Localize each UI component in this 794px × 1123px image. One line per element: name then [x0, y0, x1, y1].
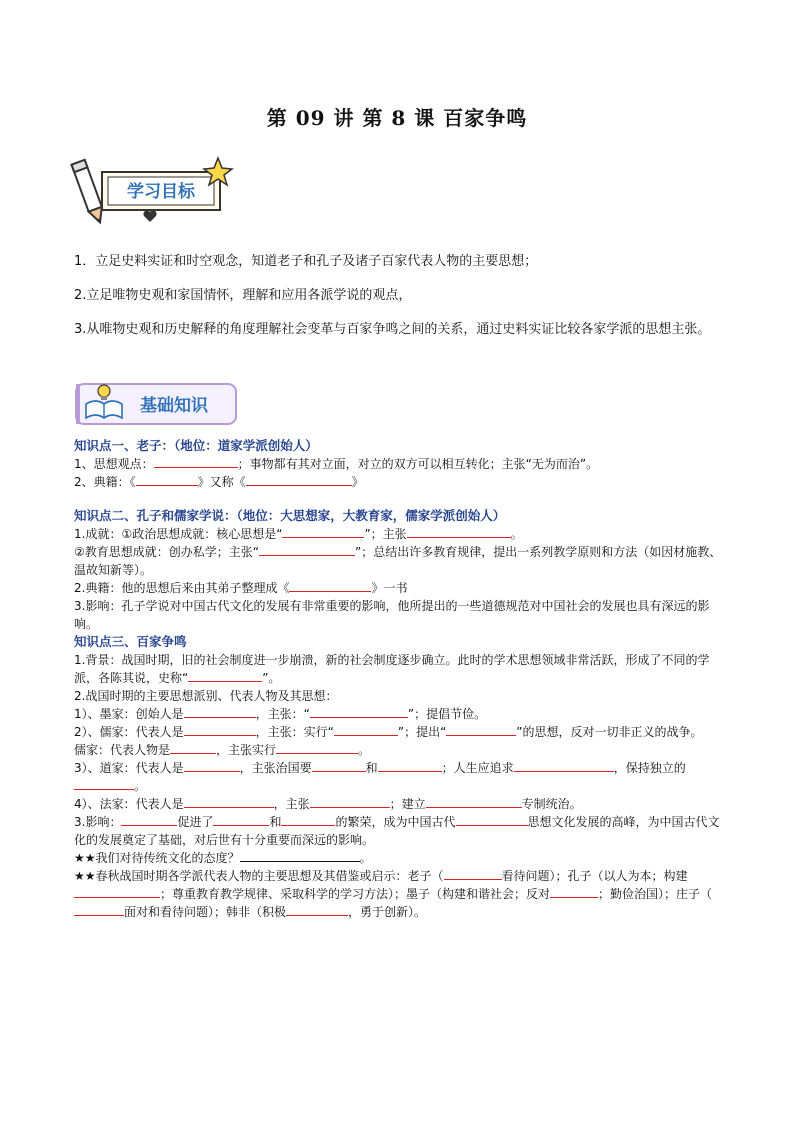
answer-blank[interactable] [444, 867, 502, 880]
answer-blank[interactable] [188, 669, 262, 682]
objective-item: 3.从唯物史观和历史解释的角度理解社会变革与百家争鸣之间的关系，通过史料实证比较各家学派的思想主张。 [74, 322, 711, 337]
answer-blank[interactable] [74, 777, 134, 790]
answer-blank[interactable] [276, 741, 358, 754]
answer-blank[interactable] [184, 795, 274, 808]
inspiration-line: ★★春秋战国时期各学派代表人物的主要思想及其借鉴或启示：老子（ 看待问题）；孔子（以人为本；构建；尊重教育教学规律、采取科学的学习方法）；墨子（构建和谐社会；反对 ；勤俭治国）；庄子（面对和看待问题）；韩非（积极 ，勇于创新）。 [74, 869, 713, 919]
answer-blank[interactable] [310, 705, 408, 718]
answer-blank[interactable] [170, 741, 216, 754]
answer-blank[interactable] [310, 795, 390, 808]
answer-blank[interactable] [550, 885, 598, 898]
answer-blank[interactable] [74, 903, 124, 916]
answer-blank[interactable] [154, 455, 238, 468]
kp3-heading: 知识点三、百家争鸣 [74, 634, 187, 649]
answer-blank[interactable] [136, 473, 198, 486]
answer-blank[interactable] [246, 473, 352, 486]
kp2-heading: 知识点二、孔子和儒家学说：（地位：大思想家，大教育家，儒家学派创始人） [74, 508, 506, 523]
answer-blank[interactable] [74, 885, 160, 898]
answer-blank[interactable] [213, 813, 269, 826]
influence-line: 3.影响： 促进了 和 的繁荣，成为中国古代 思想文化发展的高峰，为中国古代文化的发展奠定了基础，对后世有十分重要而深远的影响。 [74, 815, 720, 847]
answer-blank[interactable] [407, 525, 511, 538]
answer-blank[interactable] [289, 579, 371, 592]
confucian-line2: 儒家：代表人物是 ，主张实行 。 [74, 743, 371, 757]
answer-blank[interactable] [184, 705, 256, 718]
kp1-heading: 知识点一、老子：（地位：道家学派创始人） [74, 438, 318, 453]
badge-text: 基础知识 [140, 396, 208, 416]
answer-blank[interactable] [240, 849, 360, 862]
pencil-badge-icon [70, 156, 240, 228]
answer-blank[interactable] [184, 759, 240, 772]
answer-blank[interactable] [334, 723, 398, 736]
taoist-line: 3）、道家：代表人是 ，主张治国要 和 ；人生应追求 ，保持独立的。 [74, 761, 686, 793]
badge-text: 学习目标 [127, 182, 195, 202]
answer-blank[interactable] [286, 903, 348, 916]
answer-blank[interactable] [184, 723, 256, 736]
mohist-line: 1）、墨家：创始人是 ，主张：“ ”；提倡节俭。 [74, 707, 487, 721]
answer-blank[interactable] [121, 813, 177, 826]
kp2-line1: 1.成就：①政治思想成就：核心思想是“ ”；主张 。 [74, 527, 523, 541]
page-title: 第 09 讲 第 8 课 百家争鸣 [266, 106, 528, 130]
answer-blank[interactable] [259, 543, 355, 556]
kp2-line2: ②教育思想成就：创办私学；主张“ ”；总结出许多教育规律，提出一系列教学原则和方法（如因材施教、温故知新等）。 [74, 545, 722, 577]
lightbulb-book-icon [74, 378, 244, 430]
kp3-line1: 1.背景：战国时期，旧的社会制度进一步崩溃，新的社会制度逐步确立。此时的学术思想领域非常活跃，形成了不同的学派，各陈其说，史称“ ”。 [74, 653, 710, 685]
objective-item: 1．立足史料实证和时空观念，知道老子和孔子及诸子百家代表人物的主要思想； [74, 254, 538, 269]
answer-blank[interactable] [514, 759, 614, 772]
kp1-line1: 1、思想观点： ；事物都有其对立面，对立的双方可以相互转化；主张“无为而治”。 [74, 457, 599, 471]
kp2-line3: 2.典籍：他的思想后来由其弟子整理成《 》一书 [74, 581, 408, 595]
legalist-line: 4）、法家：代表人是 ，主张 ；建立 专制统治。 [74, 797, 582, 811]
knowledge-content [74, 437, 724, 921]
answer-blank[interactable] [446, 723, 516, 736]
kp1-line2: 2、典籍：《 》又称《 》 [74, 475, 364, 489]
answer-blank[interactable] [426, 795, 522, 808]
answer-blank[interactable] [456, 813, 528, 826]
question-line: ★★我们对待传统文化的态度？ 。 [74, 851, 372, 865]
objectives-list [74, 248, 724, 350]
answer-blank[interactable] [378, 759, 442, 772]
basics-badge [74, 378, 244, 430]
objectives-badge [70, 156, 240, 228]
answer-blank[interactable] [312, 759, 366, 772]
kp3-line2: 2.战国时期的主要思想派别、代表人物及其思想： [74, 689, 338, 703]
objective-item: 2.立足唯物史观和家国情怀，理解和应用各派学说的观点， [74, 288, 412, 303]
answer-blank[interactable] [281, 813, 335, 826]
confucian-line: 2）、儒家：代表人是 ，主张：实行“ ”；提出“ ”的思想，反对一切非正义的战争。 [74, 725, 703, 739]
answer-blank[interactable] [282, 525, 364, 538]
kp2-line4: 3.影响：孔子学说对中国古代文化的发展有非常重要的影响，他所提出的一些道德规范对中国社会的发展也具有深远的影响。 [74, 599, 710, 631]
